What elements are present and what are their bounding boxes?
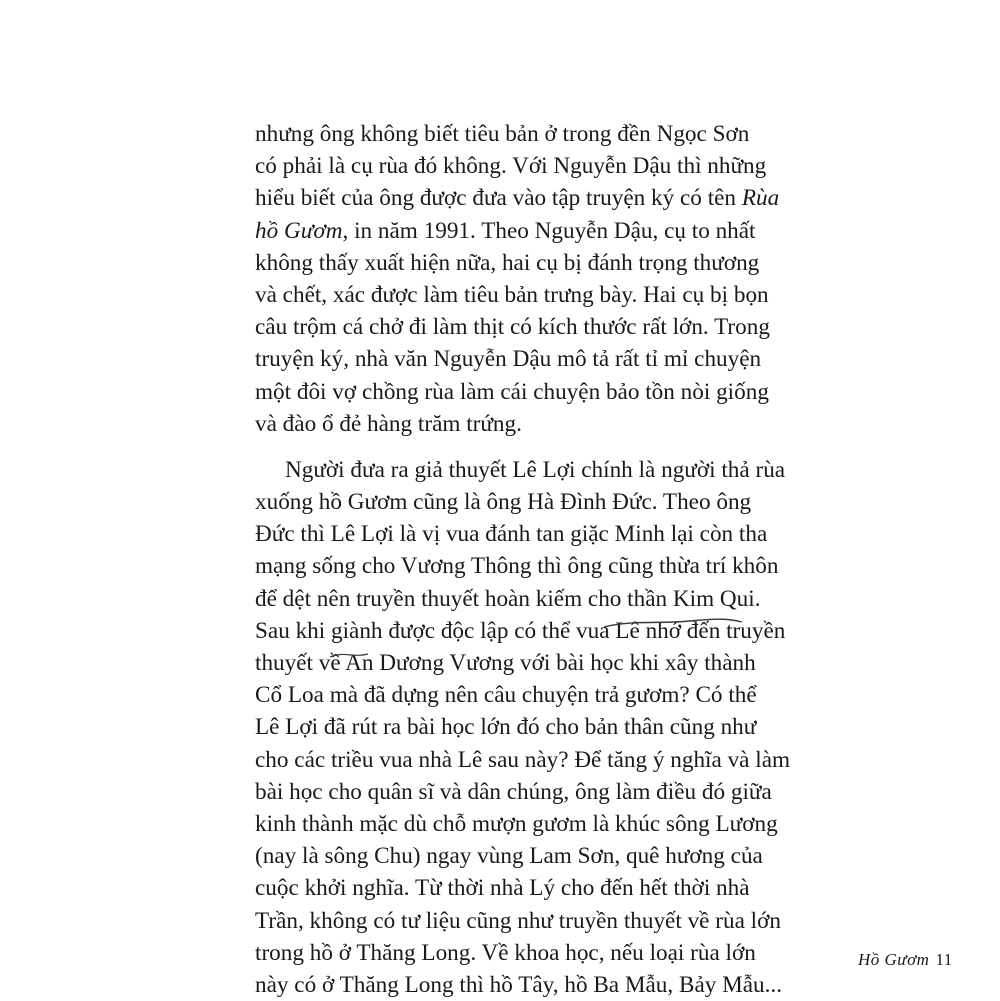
text-line (255, 182, 855, 214)
text-line: có phải là cụ rùa đó không. Với Nguyễn Dậu thì những (255, 153, 767, 180)
text-line: (nay là sông Chu) ngay vùng Lam Sơn, quê hương của (255, 843, 763, 870)
body-text (255, 118, 855, 1001)
text-line: và đào ổ đẻ hàng trăm trứng. (255, 410, 522, 437)
text-line: Lê Lợi đã rút ra bài học lớn đó cho bản thân cũng như (255, 714, 757, 741)
text-line: truyện ký, nhà văn Nguyễn Dậu mô tả rất tỉ mỉ chuyện (255, 346, 762, 373)
text-line: không thấy xuất hiện nữa, hai cụ bị đánh trọng thương (255, 249, 760, 276)
text-line (255, 215, 855, 247)
text-line: Đức thì Lê Lợi là vị vua đánh tan giặc Minh lại còn tha (255, 521, 768, 548)
book-title-italic: Rùa (741, 185, 780, 212)
text-line: thuyết về An Dương Vương với bài học khi xây thành (255, 650, 756, 676)
text-line: cho các triều vua nhà Lê sau này? Để tăng ý nghĩa và làm (255, 746, 791, 773)
text-line: nhưng ông không biết tiêu bản ở trong đền Ngọc Sơn (255, 121, 750, 147)
paragraph-2 (255, 454, 855, 1001)
text-line: một đôi vợ chồng rùa làm cái chuyện bảo tồn nòi giống (255, 378, 769, 405)
paragraph-gap (255, 440, 855, 454)
book-title-italic: hồ Gươm (255, 217, 343, 244)
text-line: câu trộm cá chở đi làm thịt có kích thước rất lớn. Trong (255, 314, 770, 341)
text-line: Trần, không có tư liệu cũng như truyền thuyết về rùa lớn (255, 907, 781, 934)
text-line: cuộc khởi nghĩa. Từ thời nhà Lý cho đến hết thời nhà (255, 875, 750, 902)
text-line: Sau khi giành được độc lập có thể vua Lê nhớ đến truyền (255, 617, 786, 644)
text-line: Cổ Loa mà đã dựng nên câu chuyện trả gươm? Có thể (255, 682, 757, 709)
text-line-part: , in năm 1991. Theo Nguyễn Dậu, cụ to nhất (342, 217, 756, 244)
running-title: Hồ Gươm (858, 950, 930, 969)
text-line: Người đưa ra giả thuyết Lê Lợi chính là người thả rùa (285, 456, 786, 483)
text-line: để dệt nên truyền thuyết hoàn kiếm cho thần Kim Qui. (255, 585, 761, 612)
text-line: kinh thành mặc dù chỗ mượn gươm là khúc sông Lương (255, 810, 778, 837)
paragraph-1 (255, 118, 855, 440)
text-line: xuống hồ Gươm cũng là ông Hà Đình Đức. Theo ông (255, 489, 752, 516)
text-line-part: hiểu biết của ông được đưa vào tập truyện ký có tên (255, 185, 737, 212)
text-line: này có ở Thăng Long thì hồ Tây, hồ Ba Mẫu, Bảy Mẫu... (255, 971, 783, 998)
page-number: 11 (935, 950, 953, 969)
text-line: trong hồ ở Thăng Long. Về khoa học, nếu loại rùa lớn (255, 939, 756, 966)
text-line: bài học cho quân sĩ và dân chúng, ông làm điều đó giữa (255, 778, 772, 805)
text-line: mạng sống cho Vương Thông thì ông cũng thừa trí khôn (255, 553, 779, 580)
page-footer (858, 950, 953, 970)
text-line: và chết, xác được làm tiêu bản trưng bày. Hai cụ bị bọn (255, 281, 769, 308)
